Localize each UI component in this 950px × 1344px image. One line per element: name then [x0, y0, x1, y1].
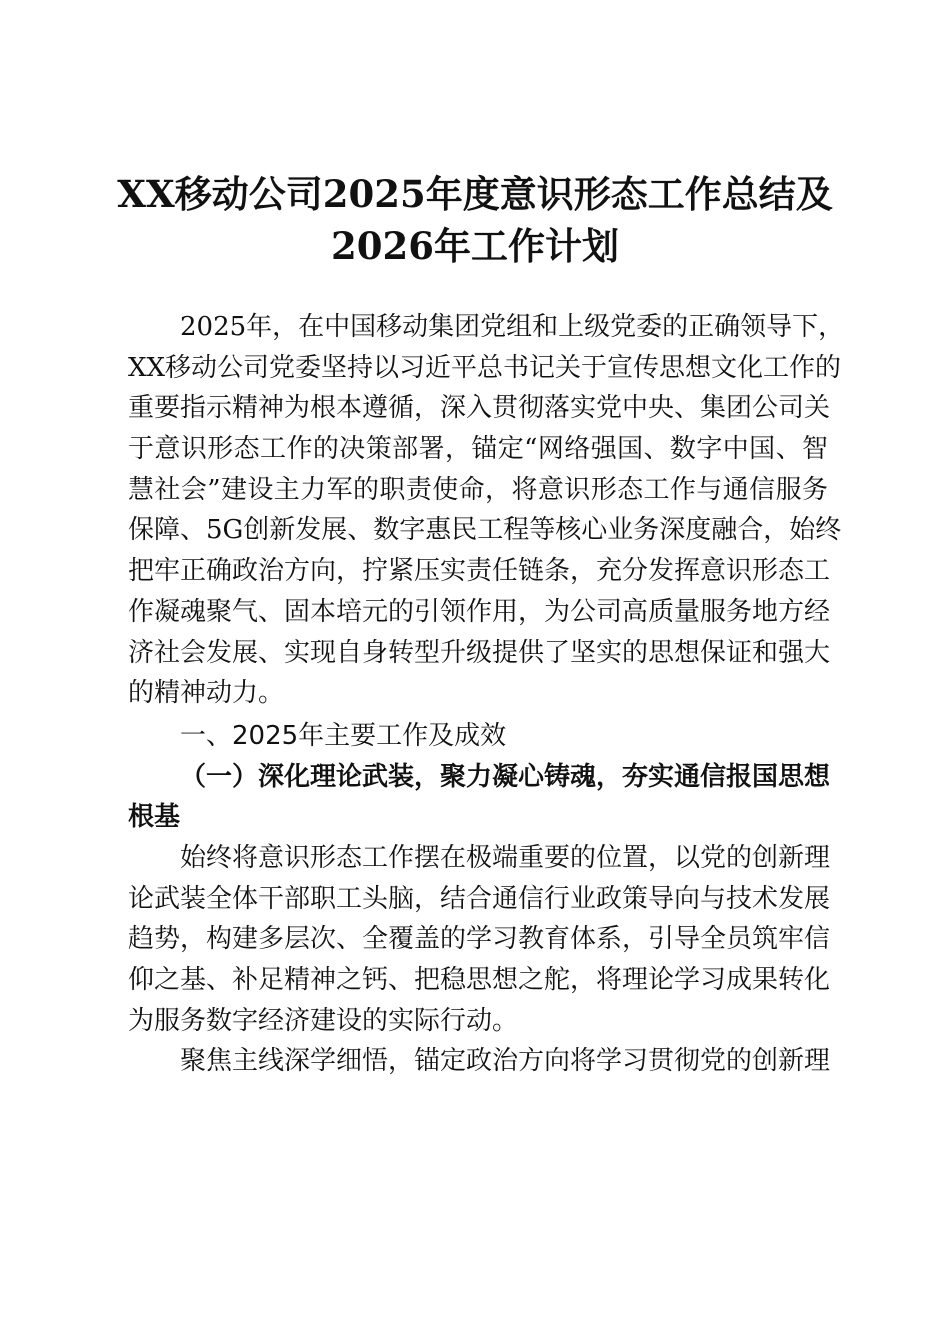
paragraph-line: 始终将意识形态工作摆在极端重要的位置，以党的创新理 — [180, 842, 831, 873]
paragraph-line: 保障、5G创新发展、数字惠民工程等核心业务深度融合，始终 — [128, 515, 842, 546]
paragraph-line: 趋势，构建多层次、全覆盖的学习教育体系，引导全员筑牢信 — [128, 924, 831, 955]
paragraph-line: XX移动公司党委坚持以习近平总书记关于宣传思想文化工作的 — [128, 352, 842, 383]
paragraph-line: 慧社会”建设主力军的职责使命，将意识形态工作与通信服务 — [128, 474, 828, 505]
paragraph-line: 2025年，在中国移动集团党组和上级党委的正确领导下， — [180, 312, 845, 342]
paragraph-line: 于意识形态工作的决策部署，锚定“网络强国、数字中国、智 — [128, 434, 828, 465]
document-body — [128, 307, 845, 1082]
body-paragraph — [128, 838, 831, 1041]
paragraph-line: 的精神动力。 — [128, 678, 285, 709]
paragraph-line: 把牢正确政治方向，拧紧压实责任链条，充分发挥意识形态工 — [128, 556, 831, 587]
paragraph-line: 聚焦主线深学细悟，锚定政治方向将学习贯彻党的创新理 — [180, 1046, 831, 1077]
subsection-heading-line: （一）深化理论武装，聚力凝心铸魂，夯实通信报国思想 — [180, 761, 831, 792]
paragraph-line: 济社会发展、实现自身转型升级提供了坚实的思想保证和强大 — [128, 637, 831, 668]
paragraph-line: 为服务数字经济建设的实际行动。 — [128, 1005, 519, 1036]
subsection-heading — [128, 757, 831, 838]
document-title — [110, 168, 840, 272]
subsection-heading-line: 根基 — [128, 802, 181, 833]
title-line-1: XX移动公司2025年度意识形态工作总结及 — [117, 172, 833, 216]
paragraph-line: 作凝魂聚气、固本培元的引领作用，为公司高质量服务地方经 — [128, 596, 831, 627]
paragraph-line: 论武装全体干部职工头脑，结合通信行业政策导向与技术发展 — [128, 883, 831, 914]
body-paragraph — [128, 1041, 831, 1082]
section-heading: 一、2025年主要工作及成效 — [180, 720, 507, 751]
paragraph-line: 仰之基、补足精神之钙、把稳思想之舵，将理论学习成果转化 — [128, 965, 831, 995]
paragraph-line: 重要指示精神为根本遵循，深入贯彻落实党中央、集团公司关 — [128, 393, 831, 424]
intro-paragraph — [128, 307, 845, 714]
title-line-2: 2026年工作计划 — [331, 224, 619, 268]
